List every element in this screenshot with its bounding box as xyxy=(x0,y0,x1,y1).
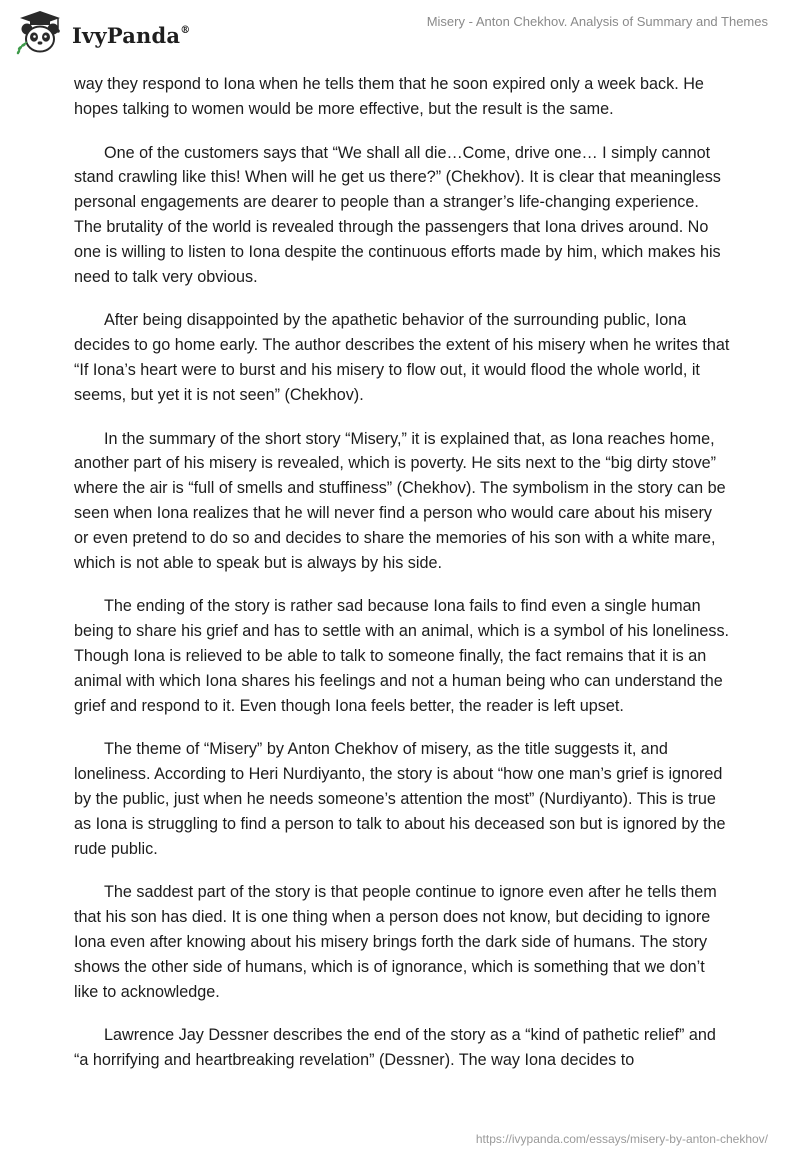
paragraph: way they respond to Iona when he tells them that he soon expired only a week back. He hopes talking to women would be more effective, but the result is the same. xyxy=(74,75,704,118)
essay-body xyxy=(74,72,730,1092)
document-title: Misery - Anton Chekhov. Analysis of Summary and Themes xyxy=(426,14,768,29)
paragraph: The saddest part of the story is that people continue to ignore even after he tells them that his son has died. It is one thing when a person does not know, but deciding to ignore Iona even after knowing about his misery brings forth the dark side of humans. The story shows the other side of humans, which is of ignorance, which is something that we don’t like to acknowledge. xyxy=(74,883,717,1001)
paragraph: The ending of the story is rather sad because Iona fails to find even a single human being to share his grief and has to settle with an animal, which is a symbol of his loneliness. Though Iona is relieved to be able to talk to someone finally, the fact remains that it is an animal with which Iona shares his feelings and not a human being who can understand the grief and respond to it. Even though Iona feels better, the reader is left upset. xyxy=(74,597,730,715)
source-url[interactable]: https://ivypanda.com/essays/misery-by-anton-chekhov/ xyxy=(475,1132,768,1146)
paragraph: Lawrence Jay Dessner describes the end of the story as a “kind of pathetic relief” and “a horrifying and heartbreaking revelation” (Dessner). The way Iona decides to xyxy=(74,1026,716,1070)
logo-wordmark: IvyPanda® xyxy=(72,22,191,48)
paragraph: In the summary of the short story “Misery,” it is explained that, as Iona reaches home, another part of his misery is revealed, which is poverty. He sits next to the “big dirty stove” where the air is “full of smells and stuffiness” (Chekhov). The symbolism in the story can be seen when Iona realizes that he will never find a person who would care about his misery or even pretend to do so and decides to share the memories of his son with a white mare, which is not able to speak but is always by his side. xyxy=(74,429,726,572)
panda-graduate-icon xyxy=(14,8,66,58)
ivypanda-logo[interactable] xyxy=(14,8,190,58)
page-header xyxy=(0,0,800,70)
paragraph: The theme of “Misery” by Anton Chekhov of misery, as the title suggests it, and loneliness. According to Heri Nurdiyanto, the story is about “how one man’s grief is ignored by the public, just when he needs someone’s attention the most” (Nurdiyanto). This is true as Iona is struggling to find a person to talk to about his deceased son but is ignored by the rude public. xyxy=(74,740,726,858)
paragraph: One of the customers says that “We shall all die…Come, drive one… I simply cannot stand crawling like this! When will he get us there?” (Chekhov). It is clear that meaningless personal engagements are dearer to people than a stranger’s life-changing experience. The brutality of the world is revealed through the passengers that Iona drives around. No one is willing to listen to Iona despite the continuous efforts made by him, which makes his need to talk very obvious. xyxy=(74,143,721,286)
paragraph: After being disappointed by the apathetic behavior of the surrounding public, Iona decides to go home early. The author describes the extent of his misery when he writes that “If Iona’s heart were to burst and his misery to flow out, it would flood the whole world, it seems, but yet it is not seen” (Chekhov). xyxy=(74,311,730,404)
